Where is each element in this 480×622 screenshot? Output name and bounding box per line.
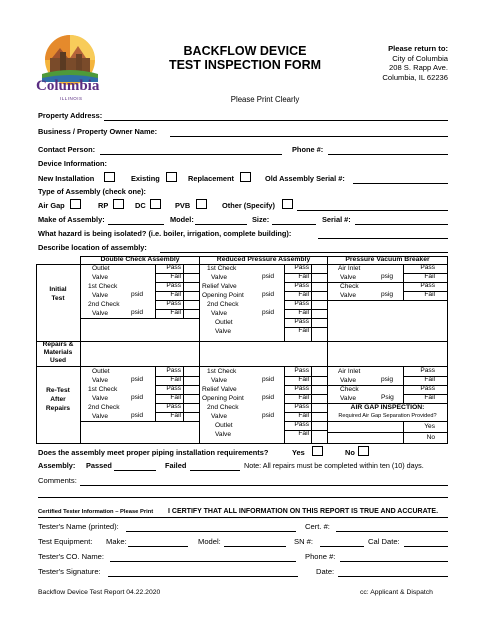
- return-line-3: Columbia, IL 62236: [382, 72, 448, 82]
- rp-checkbox[interactable]: [113, 199, 124, 209]
- equipment-model-label: Model:: [198, 537, 221, 546]
- size-field[interactable]: [272, 224, 316, 225]
- pvb-psig-2: psig: [381, 291, 394, 298]
- rt-rp-fail-4[interactable]: Fail: [298, 430, 309, 437]
- rt-dc-pass-3[interactable]: Pass: [166, 403, 181, 410]
- equipment-sn-field[interactable]: [320, 546, 364, 547]
- tester-co-label: Tester's CO. Name:: [38, 552, 105, 561]
- rt-pvb-check-1: Check: [340, 386, 359, 393]
- form-title-line2: TEST INSPECTION FORM: [168, 58, 322, 72]
- rt-pvb-pass-1[interactable]: Pass: [420, 367, 435, 374]
- property-address-label: Property Address:: [38, 111, 103, 120]
- serial-field[interactable]: [355, 224, 448, 225]
- rp-outlet-label: [215, 318, 233, 336]
- retest-label-1: Re-Test: [46, 387, 70, 394]
- comments-label: Comments:: [38, 476, 77, 485]
- new-installation-checkbox[interactable]: [104, 172, 115, 182]
- test-equipment-label: Test Equipment:: [38, 537, 93, 546]
- rp-check2-2: Valve: [211, 310, 228, 317]
- rt-rp-psid-2: psid: [262, 394, 275, 401]
- rp-fail-1[interactable]: Fail: [298, 273, 309, 280]
- air-gap-no[interactable]: No: [426, 434, 435, 441]
- dc-pass-2[interactable]: Pass: [166, 282, 181, 289]
- device-info-label: Device Information:: [38, 159, 107, 168]
- rt-dc-pass-1[interactable]: Pass: [166, 367, 181, 374]
- repairs-label-1: Repairs &: [42, 341, 74, 348]
- rt-pvb-check-label: [340, 385, 359, 403]
- model-label: Model:: [170, 215, 194, 224]
- rt-pvb-inlet-2: Valve: [340, 377, 357, 384]
- rp-fail-3[interactable]: Fail: [298, 309, 309, 316]
- rt-dc-outlet-2: Valve: [92, 377, 109, 384]
- dc-psid-2: psid: [131, 309, 144, 316]
- rt-rp-fail-1[interactable]: Fail: [298, 376, 309, 383]
- rp-fail-4[interactable]: Fail: [298, 327, 309, 334]
- rt-rp-psid-1: psid: [262, 376, 275, 383]
- rp-check2-label: [207, 300, 239, 318]
- rp-check1-label: [207, 264, 236, 282]
- rt-pvb-fail-2[interactable]: Fail: [424, 394, 435, 401]
- dc-checkbox[interactable]: [150, 199, 161, 209]
- rt-pvb-pass-2[interactable]: Pass: [420, 385, 435, 392]
- initial-label-2: Test: [51, 295, 65, 302]
- rp-psid-1: psid: [262, 273, 275, 280]
- pvb-check-1: Check: [340, 283, 359, 290]
- hazard-field[interactable]: [318, 238, 448, 239]
- pvb-psig-1: psig: [381, 273, 394, 280]
- print-clearly-note: Please Print Clearly: [230, 95, 300, 104]
- owner-name-label: Business / Property Owner Name:: [38, 127, 158, 136]
- phone-field[interactable]: [328, 154, 448, 155]
- air-gap-inspection-title: AIR GAP INSPECTION:: [350, 404, 425, 411]
- make-label: Make of Assembly:: [38, 215, 105, 224]
- hazard-label: What hazard is being isolated? (i.e. boiler, irrigation, complete building):: [38, 229, 292, 238]
- rt-rp-check1-1: 1st Check: [207, 368, 237, 375]
- pvb-inlet-label: [338, 264, 360, 282]
- rt-rp-outlet-1: Outlet: [215, 422, 233, 429]
- rp-pass-4[interactable]: Pass: [294, 318, 309, 325]
- phone-label: Phone #:: [292, 145, 324, 154]
- other-specify-field[interactable]: [297, 210, 448, 211]
- rt-rp-check2-label: [207, 403, 239, 421]
- rt-rp-check2-1: 2nd Check: [207, 404, 239, 411]
- rp-relief-label: [202, 282, 244, 300]
- rp-psid-2: psid: [262, 291, 275, 298]
- rt-rp-pass-2[interactable]: Pass: [294, 385, 309, 392]
- dc-outlet-1: Outlet: [92, 265, 110, 272]
- header-reduced-pressure-text: Reduced Pressure Assembly: [216, 256, 311, 263]
- failed-label: Failed: [165, 461, 187, 470]
- footer-report-id: Backflow Device Test Report 04.22.2020: [38, 589, 161, 596]
- tester-info-heading: Certified Tester Information – Please Print: [38, 509, 154, 515]
- return-line-2: 208 S. Rapp Ave.: [389, 63, 448, 72]
- failed-field[interactable]: [190, 470, 240, 471]
- equipment-model-field[interactable]: [224, 546, 286, 547]
- retest-label-2: After: [50, 396, 66, 403]
- cert-field[interactable]: [336, 531, 448, 532]
- rt-pvb-check-2: Valve: [340, 395, 357, 402]
- rt-rp-outlet-2: Valve: [215, 431, 232, 438]
- rt-dc-check2-2: Valve: [92, 413, 109, 420]
- cal-date-field[interactable]: [404, 546, 448, 547]
- rt-pvb-psig-2: Psig: [381, 394, 394, 401]
- pvb-inlet-1: Air Inlet: [338, 265, 361, 272]
- dc-check2-1: 2nd Check: [88, 301, 120, 308]
- equipment-sn-label: SN #:: [294, 537, 313, 546]
- rp-outlet-2: Valve: [215, 328, 232, 335]
- rt-rp-pass-3[interactable]: Pass: [294, 403, 309, 410]
- location-field[interactable]: [160, 252, 448, 253]
- rt-rp-psid-3: psid: [262, 412, 275, 419]
- certify-divider: [38, 517, 448, 518]
- rp-pass-2[interactable]: Pass: [294, 282, 309, 289]
- dc-outlet-label: [92, 264, 110, 282]
- return-address: [350, 44, 448, 82]
- return-line-1: City of Columbia: [392, 53, 448, 63]
- other-checkbox[interactable]: [282, 199, 293, 209]
- piping-yes-label: Yes: [292, 448, 305, 457]
- dc-fail-2[interactable]: Fail: [170, 291, 181, 298]
- comments-field-2[interactable]: [38, 497, 448, 498]
- existing-label: Existing: [131, 174, 160, 183]
- make-field[interactable]: [108, 224, 164, 225]
- header-pvb-text: Pressure Vacuum Breaker: [345, 256, 430, 263]
- pvb-check-label: [340, 282, 359, 300]
- tester-phone-label: Phone #:: [305, 552, 336, 561]
- rt-dc-check2-label: [88, 403, 120, 421]
- replacement-label: Replacement: [188, 174, 235, 183]
- property-address-field[interactable]: [104, 120, 448, 121]
- dc-pass-3[interactable]: Pass: [166, 300, 181, 307]
- form-title-line1: BACKFLOW DEVICE: [183, 44, 307, 58]
- return-title: Please return to:: [388, 44, 448, 53]
- pvb-pass-1[interactable]: Pass: [420, 264, 435, 271]
- pvb-fail-2[interactable]: Fail: [424, 291, 435, 298]
- rt-dc-psid-0: psid: [131, 376, 144, 383]
- tester-co-field[interactable]: [110, 561, 296, 562]
- cal-date-label: Cal Date:: [368, 537, 400, 546]
- tester-date-label: Date:: [316, 567, 335, 576]
- rt-pvb-fail-1[interactable]: Fail: [424, 376, 435, 383]
- city-logo: [30, 30, 110, 102]
- rt-dc-outlet-1: Outlet: [92, 368, 110, 375]
- rt-rp-relief-label: [202, 385, 244, 403]
- air-gap-yes[interactable]: Yes: [424, 423, 435, 430]
- size-label: Size:: [252, 215, 270, 224]
- retest-label-3: Repairs: [45, 405, 71, 412]
- rt-rp-pass-1[interactable]: Pass: [294, 367, 309, 374]
- rt-dc-check1-1: 1st Check: [88, 386, 118, 393]
- type-of-assembly-label: Type of Assembly (check one):: [38, 187, 147, 196]
- new-installation-label: New Installation: [38, 174, 95, 183]
- rp-pass-3[interactable]: Pass: [294, 300, 309, 307]
- dc-psid-1: psid: [131, 291, 144, 298]
- rt-rp-fail-2[interactable]: Fail: [298, 394, 309, 401]
- repairs-label-3: Used: [49, 357, 67, 364]
- piping-question: Does the assembly meet proper piping installation requirements?: [38, 448, 269, 457]
- tester-signature-field[interactable]: [108, 576, 298, 577]
- footer-cc: cc: Applicant & Dispatch: [360, 589, 433, 596]
- header-double-check-text: Double Check Assembly: [100, 256, 180, 263]
- dc-outlet-2: Valve: [92, 274, 109, 281]
- rt-dc-check1-label: [88, 385, 117, 403]
- piping-no-label: No: [345, 448, 355, 457]
- dc-label: DC: [135, 201, 146, 210]
- existing-checkbox[interactable]: [166, 172, 177, 182]
- dc-check2-2: Valve: [92, 310, 109, 317]
- rt-dc-psid-2: psid: [131, 412, 144, 419]
- rp-fail-2[interactable]: Fail: [298, 291, 309, 298]
- form-title: [150, 44, 340, 72]
- rt-dc-fail-3[interactable]: Fail: [170, 412, 181, 419]
- rt-rp-outlet-label: [215, 421, 233, 439]
- certify-statement: I CERTIFY THAT ALL INFORMATION ON THIS REPORT IS TRUE AND ACCURATE.: [168, 508, 439, 515]
- other-label: Other (Specify): [222, 201, 275, 210]
- rp-outlet-1: Outlet: [215, 319, 233, 326]
- pvb-check-2: Valve: [340, 292, 357, 299]
- equipment-make-field[interactable]: [128, 546, 188, 547]
- rp-relief-2: Opening Point: [202, 292, 244, 299]
- repairs-label-2: Materials: [43, 349, 73, 356]
- contact-person-field[interactable]: [100, 154, 282, 155]
- dc-fail-3[interactable]: Fail: [170, 309, 181, 316]
- piping-yes-checkbox[interactable]: [312, 446, 323, 456]
- rt-dc-outlet-label: [92, 367, 110, 385]
- rp-pass-1[interactable]: Pass: [294, 264, 309, 271]
- rp-psid-3: psid: [262, 309, 275, 316]
- comments-field-1[interactable]: [80, 485, 448, 486]
- dc-check1-1: 1st Check: [88, 283, 118, 290]
- air-gap-inspection-question: Required Air Gap Separation Provided?: [338, 413, 437, 419]
- rt-rp-relief-1: Relief Valve: [202, 386, 237, 393]
- rp-check1-1: 1st Check: [207, 265, 237, 272]
- rt-pvb-inlet-1: Air Inlet: [338, 368, 361, 375]
- replacement-checkbox[interactable]: [240, 172, 251, 182]
- dc-check2-label: [88, 300, 120, 318]
- rp-relief-1: Relief Valve: [202, 283, 237, 290]
- serial-label: Serial #:: [322, 215, 351, 224]
- rt-rp-pass-4[interactable]: Pass: [294, 421, 309, 428]
- piping-no-checkbox[interactable]: [358, 446, 369, 456]
- rt-dc-check1-2: Valve: [92, 395, 109, 402]
- initial-test-label: [36, 285, 80, 303]
- pvb-fail-1[interactable]: Fail: [424, 273, 435, 280]
- old-serial-field[interactable]: [353, 183, 448, 184]
- tester-date-field[interactable]: [338, 576, 448, 577]
- passed-field[interactable]: [114, 470, 156, 471]
- rt-dc-pass-2[interactable]: Pass: [166, 385, 181, 392]
- pvb-inlet-2: Valve: [340, 274, 357, 281]
- repairs-label: [36, 341, 80, 365]
- contact-person-label: Contact Person:: [38, 145, 96, 154]
- tester-name-label: Tester's Name (printed):: [38, 522, 119, 531]
- retest-label: [36, 386, 80, 413]
- model-field[interactable]: [195, 224, 247, 225]
- tester-signature-label: Tester's Signature:: [38, 567, 101, 576]
- logo-subtext: ILLINOIS: [60, 96, 83, 101]
- rt-rp-check1-label: [207, 367, 236, 385]
- rt-dc-psid-1: psid: [131, 394, 144, 401]
- rt-pvb-psig-1: psig: [381, 376, 394, 383]
- cert-label: Cert. #:: [305, 522, 330, 531]
- initial-label-1: Initial: [49, 286, 67, 293]
- location-label: Describe location of assembly:: [38, 243, 147, 252]
- rt-dc-fail-1[interactable]: Fail: [170, 376, 181, 383]
- tester-phone-field[interactable]: [340, 561, 448, 562]
- rp-label: RP: [98, 201, 109, 210]
- tester-name-field[interactable]: [126, 531, 296, 532]
- dc-check1-2: Valve: [92, 292, 109, 299]
- rp-check1-2: Valve: [211, 274, 228, 281]
- repairs-note: Note: All repairs must be completed within ten (10) days.: [244, 461, 424, 470]
- assembly-label: Assembly:: [38, 461, 76, 470]
- rp-check2-1: 2nd Check: [207, 301, 239, 308]
- rt-dc-fail-2[interactable]: Fail: [170, 394, 181, 401]
- rt-rp-relief-2: Opening Point: [202, 395, 244, 402]
- pvb-pass-2[interactable]: Pass: [420, 282, 435, 289]
- logo-text: Columbia: [36, 78, 100, 94]
- rt-rp-check1-2: Valve: [211, 377, 228, 384]
- air-gap-checkbox[interactable]: [70, 199, 81, 209]
- rt-pvb-inlet-label: [338, 367, 360, 385]
- rt-rp-check2-2: Valve: [211, 413, 228, 420]
- dc-check1-label: [88, 282, 117, 300]
- dc-fail-1[interactable]: Fail: [170, 273, 181, 280]
- passed-label: Passed: [86, 461, 112, 470]
- rt-dc-check2-1: 2nd Check: [88, 404, 120, 411]
- rt-rp-fail-3[interactable]: Fail: [298, 412, 309, 419]
- air-gap-label: Air Gap: [38, 201, 65, 210]
- owner-name-field[interactable]: [170, 136, 448, 137]
- pvb-label: PVB: [175, 201, 191, 210]
- dc-pass-1[interactable]: Pass: [166, 264, 181, 271]
- old-serial-label: Old Assembly Serial #:: [265, 174, 345, 183]
- pvb-checkbox[interactable]: [196, 199, 207, 209]
- equipment-make-label: Make:: [106, 537, 127, 546]
